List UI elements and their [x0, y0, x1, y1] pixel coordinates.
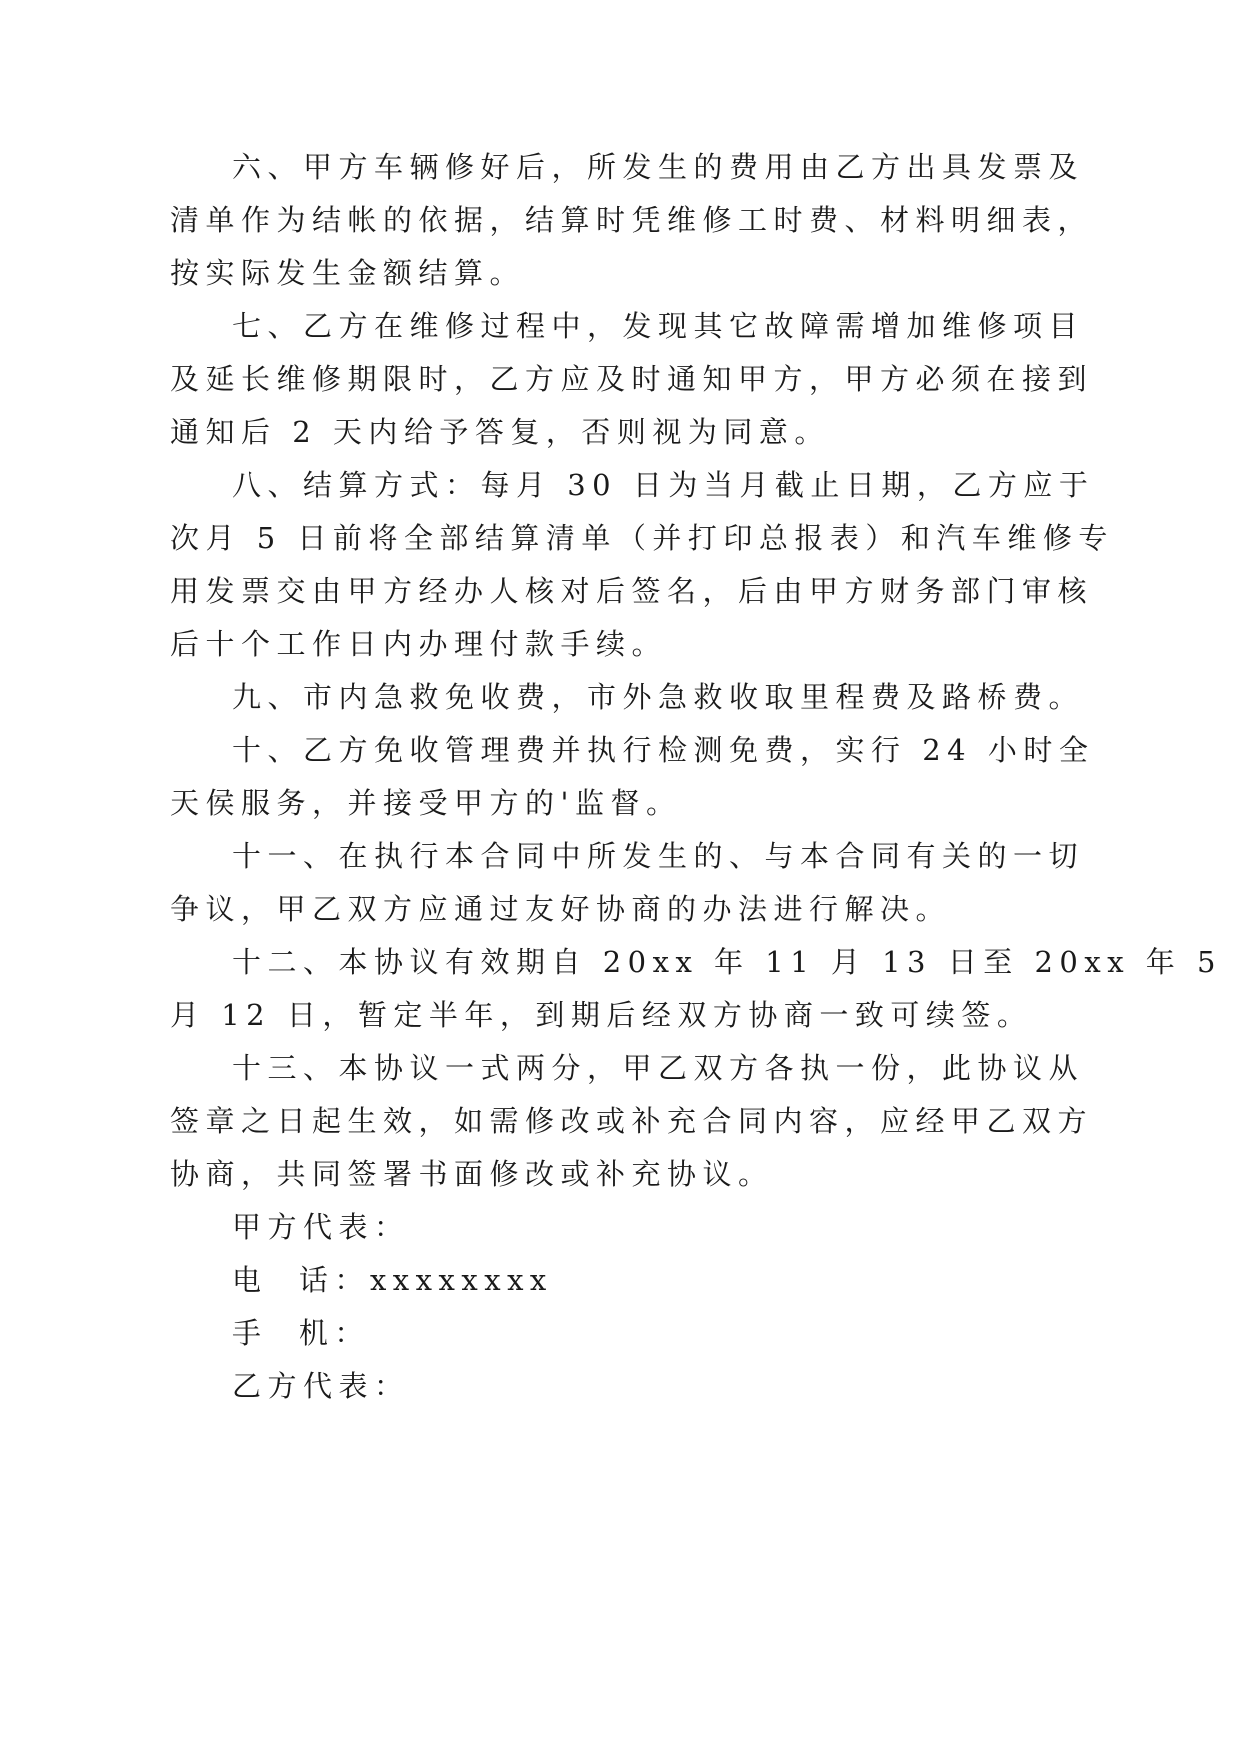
clause-9-line-1: 九、市内急救免收费，市外急救收取里程费及路桥费。 — [232, 680, 1085, 714]
clause-11-line-2: 争议，甲乙双方应通过友好协商的办法进行解决。 — [170, 892, 952, 926]
party-a-representative-label: 甲方代表： — [232, 1210, 410, 1244]
phone-label: 电 话： — [232, 1263, 370, 1297]
clause-6-line-1: 六、甲方车辆修好后，所发生的费用由乙方出具发票及 — [232, 150, 1085, 184]
clause-10-line-2: 天侯服务，并接受甲方的'监督。 — [170, 786, 682, 820]
clause-12-line-2: 月 12 日，暂定半年，到期后经双方协商一致可续签。 — [170, 998, 1033, 1032]
clause-6-line-3: 按实际发生金额结算。 — [170, 256, 526, 290]
clause-11-line-1: 十一、在执行本合同中所发生的、与本合同有关的一切 — [232, 839, 1085, 873]
clause-8-line-2: 次月 5 日前将全部结算清单（并打印总报表）和汽车维修专 — [170, 521, 1114, 555]
clause-13-line-3: 协商，共同签署书面修改或补充协议。 — [170, 1157, 774, 1191]
clause-7-line-3: 通知后 2 天内给予答复，否则视为同意。 — [170, 415, 830, 449]
clause-8-line-1: 八、结算方式：每月 30 日为当月截止日期，乙方应于 — [232, 468, 1095, 502]
clause-8-line-4: 后十个工作日内办理付款手续。 — [170, 627, 668, 661]
clause-10-line-1: 十、乙方免收管理费并执行检测免费，实行 24 小时全 — [232, 733, 1095, 767]
phone-value: xxxxxxxx — [369, 1263, 553, 1297]
clause-8-line-3: 用发票交由甲方经办人核对后签名，后由甲方财务部门审核 — [170, 574, 1094, 608]
clause-6-line-2: 清单作为结帐的依据，结算时凭维修工时费、材料明细表， — [170, 203, 1094, 237]
mobile-label: 手 机： — [232, 1316, 370, 1350]
clause-7-line-1: 七、乙方在维修过程中，发现其它故障需增加维修项目 — [232, 309, 1085, 343]
phone-line — [232, 1263, 553, 1297]
clause-13-line-2: 签章之日起生效，如需修改或补充合同内容，应经甲乙双方 — [170, 1104, 1094, 1138]
clause-13-line-1: 十三、本协议一式两分，甲乙双方各执一份，此协议从 — [232, 1051, 1085, 1085]
clause-7-line-2: 及延长维修期限时，乙方应及时通知甲方，甲方必须在接到 — [170, 362, 1094, 396]
clause-12-line-1: 十二、本协议有效期自 20xx 年 11 月 13 日至 20xx 年 5 — [232, 945, 1222, 979]
party-b-representative-label: 乙方代表： — [232, 1369, 410, 1403]
